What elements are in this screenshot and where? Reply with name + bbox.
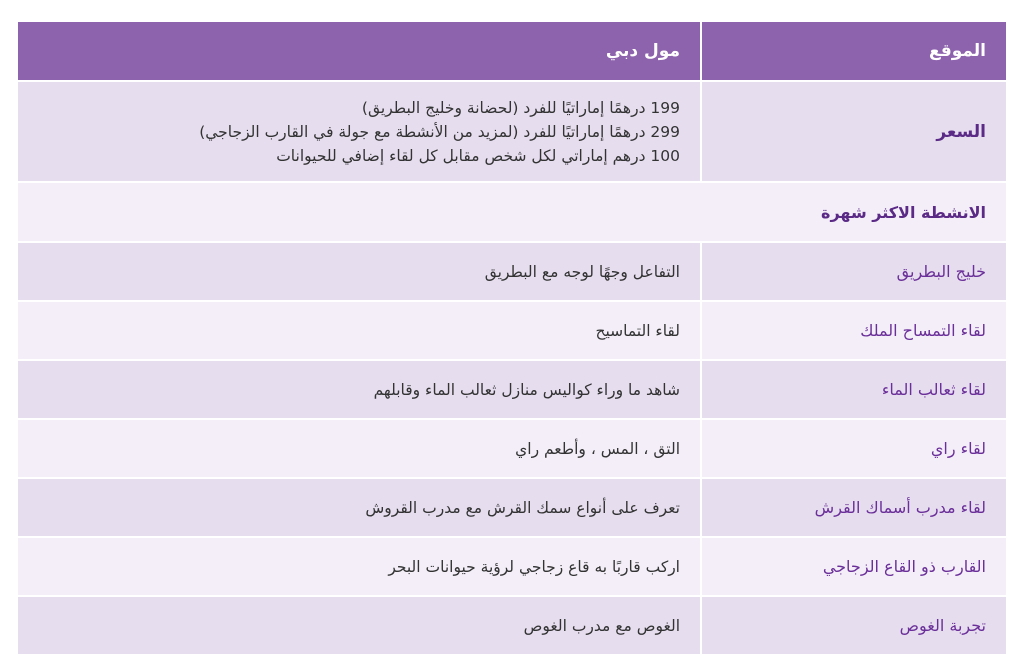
activity-name: لقاء التمساح الملك [700,302,1006,359]
price-line: 199 درهمًا إماراتيًا للفرد (لحضانة وخليج البطريق) [361,98,680,117]
header-location: الموقع [700,22,1006,80]
price-label: السعر [700,82,1006,181]
activity-desc: الغوص مع مدرب الغوص [523,616,680,635]
table-row [18,479,1006,538]
activity-desc: التفاعل وجهًا لوجه مع البطريق [484,262,680,281]
table-header-row [18,22,1006,82]
table-row [18,302,1006,361]
activity-name: لقاء راي [700,420,1006,477]
table-row [18,420,1006,479]
price-row [18,82,1006,183]
activity-name: القارب ذو القاع الزجاجي [700,538,1006,595]
table-row [18,597,1006,656]
price-line: 100 درهم إماراتي لكل شخص مقابل كل لقاء إضافي للحيوانات [276,146,680,165]
table-row [18,243,1006,302]
activity-desc: التق ، المس ، وأطعم راي [515,439,680,458]
activity-desc: تعرف على أنواع سمك القرش مع مدرب القروش [365,498,680,517]
pricing-table [18,22,1006,656]
section-title: الانشطة الاكثر شهرة [821,202,986,222]
table-row [18,361,1006,420]
section-row [18,183,1006,243]
price-values [18,82,700,181]
activity-desc: لقاء التماسيح [595,321,680,340]
activity-name: تجربة الغوص [700,597,1006,654]
activity-name: لقاء ثعالب الماء [700,361,1006,418]
table-row [18,538,1006,597]
activity-desc: شاهد ما وراء كواليس منازل ثعالب الماء وقابلهم [373,380,680,399]
activity-name: خليج البطريق [700,243,1006,300]
activity-name: لقاء مدرب أسماك القرش [700,479,1006,536]
price-line: 299 درهمًا إماراتيًا للفرد (لمزيد من الأنشطة مع جولة في القارب الزجاجي) [199,122,680,141]
header-mall: مول دبي [605,41,680,61]
activity-desc: اركب قاربًا به قاع زجاجي لرؤية حيوانات البحر [388,557,680,576]
